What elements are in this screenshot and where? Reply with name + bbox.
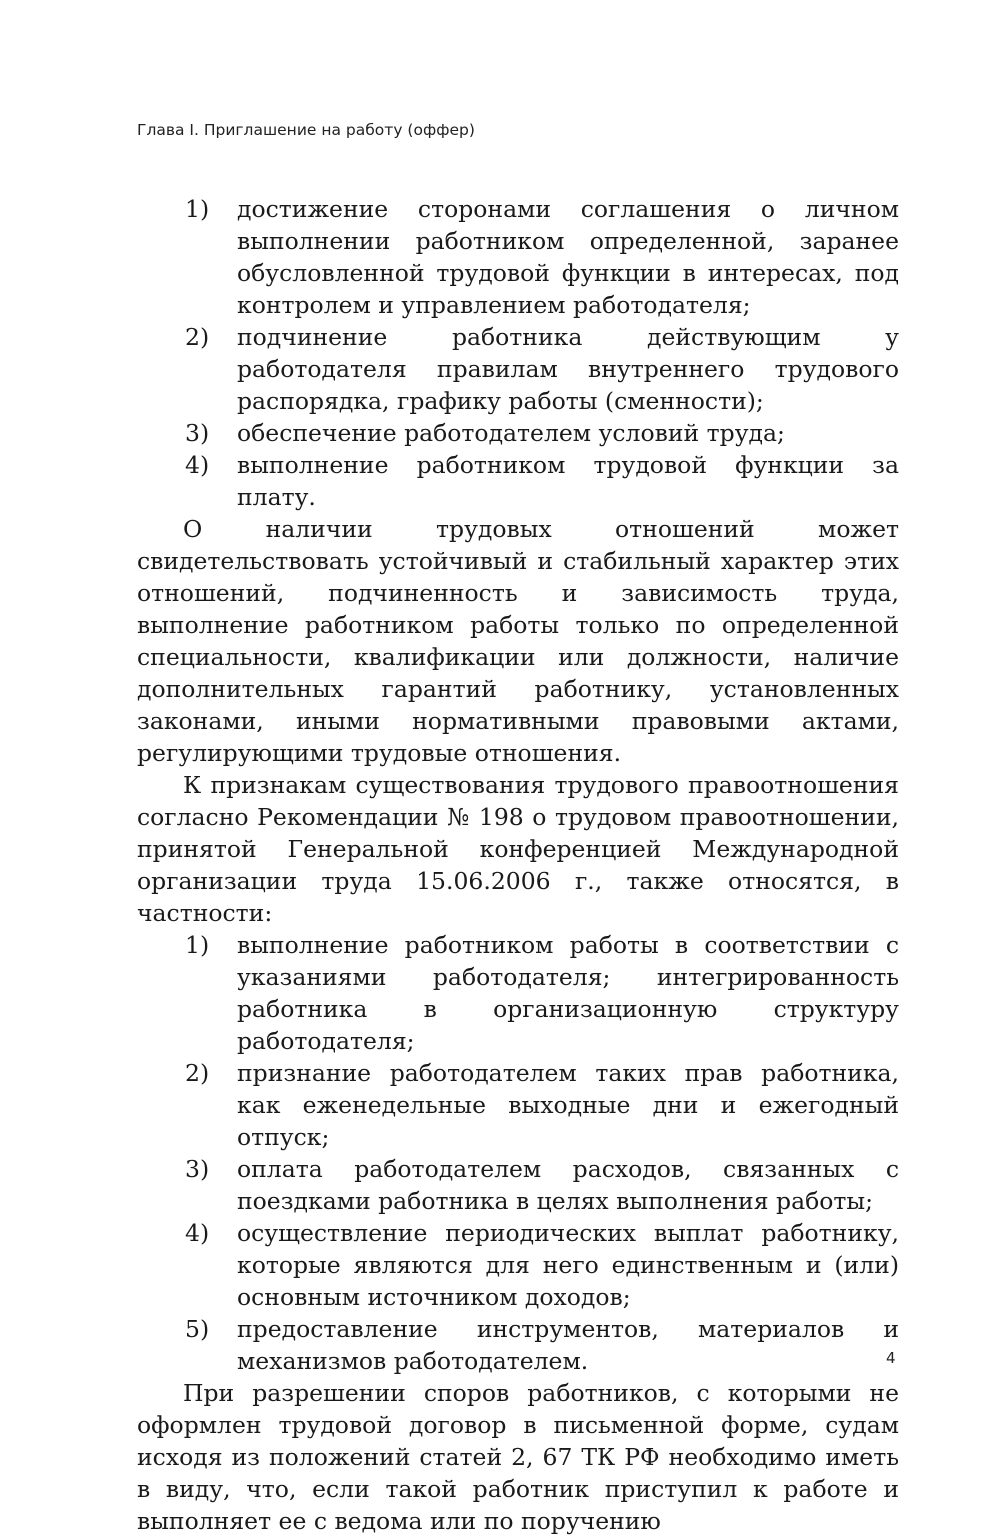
- list-item-number: 2): [185, 323, 210, 351]
- list-item-number: 1): [185, 931, 210, 959]
- list-item-text: выполнение работником работы в соответствии с указаниями работодателя; интегрированность работника в организационную структуру работодателя;: [237, 931, 899, 1055]
- list-item-number: 3): [185, 1155, 210, 1183]
- list-item-text: осуществление периодических выплат работнику, которые являются для него единственным и (или) основным источником доходов;: [237, 1219, 899, 1311]
- list-item: [137, 1217, 899, 1313]
- list-item-text: предоставление инструментов, материалов и механизмов работодателем.: [237, 1315, 899, 1375]
- list-2: [137, 929, 899, 1377]
- list-item: [137, 1153, 899, 1217]
- list-item: [137, 929, 899, 1057]
- list-item-number: 3): [185, 419, 210, 447]
- list-item-number: 4): [185, 1219, 210, 1247]
- list-item-text: подчинение работника действующим у работодателя правилам внутреннего трудового распорядка, графику работы (сменности);: [237, 323, 899, 415]
- list-item-text: выполнение работником трудовой функции за плату.: [237, 451, 899, 511]
- list-item: [137, 321, 899, 417]
- list-item: [137, 449, 899, 513]
- paragraph: О наличии трудовых отношений может свидетельствовать устойчивый и стабильный характер этих отношений, подчиненность и зависимость труда, выполнение работником работы только по определенной специальности, квалификации или должности, наличие дополнительных гарантий работнику, установленных законами, иными нормативными правовыми актами, регулирующими трудовые отношения.: [137, 515, 899, 767]
- page-number: 4: [886, 1349, 896, 1367]
- list-item-text: оплата работодателем расходов, связанных с поездками работника в целях выполнения работы;: [237, 1155, 899, 1215]
- list-item: [137, 417, 899, 449]
- list-item: [137, 1057, 899, 1153]
- list-item-text: достижение сторонами соглашения о личном выполнении работником определенной, заранее обусловленной трудовой функции в интересах, под контролем и управлением работодателя;: [237, 195, 899, 319]
- list-item-number: 2): [185, 1059, 210, 1087]
- list-item: [137, 1313, 899, 1377]
- list-item-number: 1): [185, 195, 210, 223]
- paragraph: К признакам существования трудового правоотношения согласно Рекомендации № 198 о трудовом правоотношении, принятой Генеральной конференцией Международной организации труда 15.06.2006 г., также относятся, в частности:: [137, 771, 899, 927]
- list-item-text: признание работодателем таких прав работника, как еженедельные выходные дни и ежегодный отпуск;: [237, 1059, 899, 1151]
- list-item-number: 4): [185, 451, 210, 479]
- paragraph: При разрешении споров работников, с которыми не оформлен трудовой договор в письменной форме, судам исходя из положений статей 2, 67 ТК РФ необходимо иметь в виду, что, если такой работник приступил к работе и выполняет ее с ведома или по поручению: [137, 1379, 899, 1535]
- list-item-number: 5): [185, 1315, 210, 1343]
- page-body: [137, 193, 899, 1537]
- running-header: Глава I. Приглашение на работу (оффер): [137, 121, 475, 139]
- list-1: [137, 193, 899, 513]
- list-item-text: обеспечение работодателем условий труда;: [237, 419, 785, 447]
- list-item: [137, 193, 899, 321]
